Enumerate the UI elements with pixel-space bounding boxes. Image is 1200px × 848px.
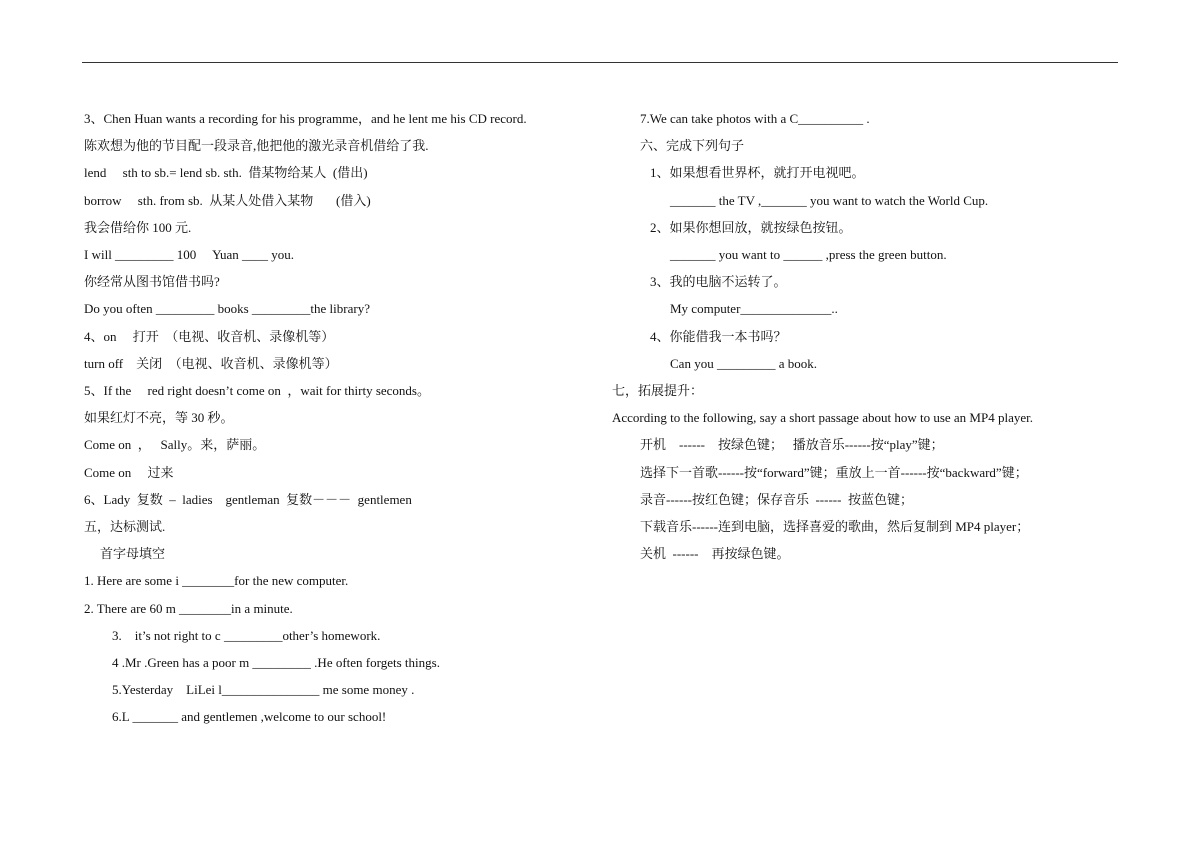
right-column-line: 7.We can take photos with a C__________ . bbox=[640, 111, 870, 126]
left-column-line: 你经常从图书馆借书吗? bbox=[84, 274, 220, 290]
left-column-line: 3、Chen Huan wants a recording for his programme，and he lent me his CD record. bbox=[84, 111, 527, 126]
right-column-line: _______ the TV ,_______ you want to watch the World Cup. bbox=[670, 192, 989, 208]
left-column-line: 2. There are 60 m ________in a minute. bbox=[84, 600, 293, 616]
right-column-line: 选择下一首歌------按“forward”键；重放上一首------按“backward”键； bbox=[640, 464, 1028, 480]
left-column-line: borrow sth. from sb. 从某人处借入某物 (借入) bbox=[84, 192, 371, 208]
header-rule bbox=[82, 62, 1118, 63]
left-column-line: 6.L _______ and gentlemen ,welcome to our school! bbox=[112, 709, 387, 725]
left-column-line: 6、Lady 复数 – ladies gentleman 复数－－－ gentlemen bbox=[84, 491, 412, 507]
left-column-line: 5.Yesterday LiLei l_______________ me some money . bbox=[112, 682, 415, 698]
right-column-line: 录音------按红色键；保存音乐 ------ 按蓝色键； bbox=[640, 491, 913, 507]
right-column-line: 开机 ------ 按绿色键； 播放音乐------按“play”键； bbox=[640, 437, 944, 453]
left-column-line: 如果红灯不亮，等 30 秒。 bbox=[84, 410, 234, 426]
left-column-line: I will _________ 100 Yuan ____ you. bbox=[84, 247, 295, 262]
right-column-line: 4、你能借我一本书吗？ bbox=[650, 328, 787, 344]
right-column-line: 下载音乐------连到电脑，选择喜爱的歌曲，然后复制到 MP4 player； bbox=[640, 519, 1030, 534]
left-column-line: 我会借给你 100 元. bbox=[84, 219, 192, 235]
right-column-line: 2、如果你想回放，就按绿色按钮。 bbox=[650, 219, 852, 235]
left-column-line: Come on ， Sally。来，萨丽。 bbox=[84, 437, 266, 453]
left-column-line: 5、If the red right doesn’t come on ，wait for thirty seconds。 bbox=[84, 383, 430, 398]
left-column-line: 1. Here are some i ________for the new computer. bbox=[84, 573, 349, 589]
left-column-line: 五，达标测试. bbox=[84, 519, 166, 534]
left-column-line: Come on 过来 bbox=[84, 464, 174, 480]
left-column-line: 4、on 打开 （电视、收音机、录像机等） bbox=[84, 328, 335, 344]
right-column-line: According to the following, say a short passage about how to use an MP4 player. bbox=[612, 410, 1033, 426]
right-column-line: Can you _________ a book. bbox=[670, 355, 817, 371]
right-column-line: _______ you want to ______ ,press the green button. bbox=[670, 247, 947, 262]
left-column-line: lend sth to sb.= lend sb. sth. 借某物给某人 (借出) bbox=[84, 165, 368, 181]
right-column-line: 3、我的电脑不运转了。 bbox=[650, 274, 787, 290]
left-column-line: turn off 关闭 （电视、收音机、录像机等） bbox=[84, 355, 338, 371]
right-column-line: 1、如果想看世界杯，就打开电视吧。 bbox=[650, 165, 865, 181]
left-column-line: 陈欢想为他的节目配一段录音,他把他的激光录音机借给了我. bbox=[84, 138, 429, 154]
right-column-line: My computer______________.. bbox=[670, 301, 838, 317]
left-column-line: 4 .Mr .Green has a poor m _________ .He often forgets things. bbox=[112, 655, 440, 670]
right-column-line: 关机 ------ 再按绿色键。 bbox=[640, 546, 790, 562]
left-column-line: Do you often _________ books _________the library? bbox=[84, 301, 370, 317]
left-column-line: 3. it’s not right to c _________other’s homework. bbox=[112, 627, 381, 643]
left-column-line: 首字母填空 bbox=[100, 546, 166, 562]
right-column-line: 六、完成下列句子 bbox=[640, 138, 745, 154]
right-column-line: 七，拓展提升： bbox=[612, 383, 704, 398]
